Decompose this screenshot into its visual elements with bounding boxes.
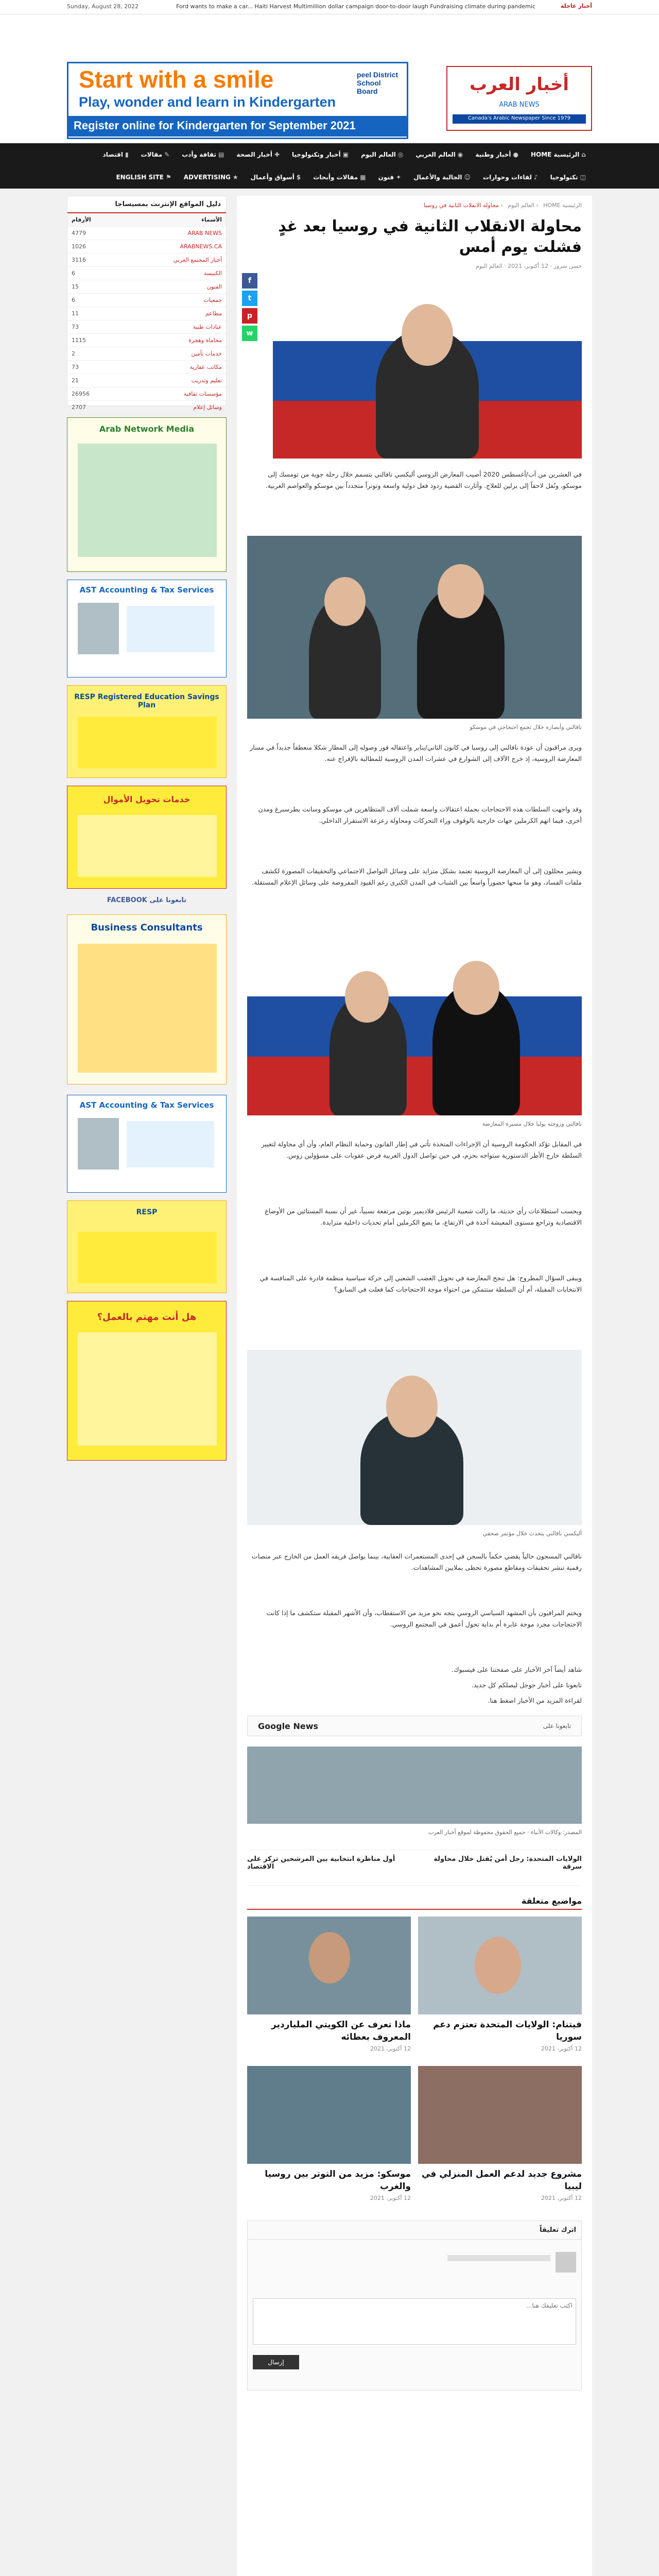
article-title: محاولة الانقلاب الثانية في روسيا بعد غدٍ فشلت يوم أمس — [278, 217, 582, 256]
banner-subheadline: Play, wonder and learn in Kindergarten — [79, 94, 336, 110]
directory-row[interactable]: محاماة وهجرة 1115 — [67, 334, 226, 347]
article-paragraph: في المقابل تؤكد الحكومة الروسية أن الإجراءات المتخذة تأتي في إطار القانون وحماية النظام العام، وأن أي محاولة لتغيير السلطة خارج الأطر الدستورية ستواجه بحزم، في حين تواصل الدول الغربية فرض عقوبات على مسؤولين روس. — [261, 1140, 582, 1159]
next-post-link[interactable]: الولايات المتحدة: رجل أمن يُقتل خلال محاولة سرقة — [433, 1855, 582, 1871]
image-caption: نافالني وزوجته يوليا خلال مسيرة المعارضة — [482, 1121, 582, 1127]
main-navigation — [0, 143, 659, 189]
nav-item[interactable]: ☺الجالية والأعمال — [413, 174, 471, 181]
breadcrumb-category[interactable]: العالم اليوم — [508, 202, 534, 209]
pin-icon: ● — [513, 151, 518, 158]
article-image-4 — [247, 1350, 582, 1525]
article-column — [237, 196, 592, 2576]
sidebar-ad[interactable] — [67, 786, 227, 889]
ad-text: RESP — [136, 1208, 158, 1216]
article-main-image — [273, 283, 582, 459]
directory-row[interactable]: مؤسسات ثقافية 26956 — [67, 387, 226, 401]
market-icon: $ — [296, 174, 301, 181]
related-card[interactable] — [247, 1917, 411, 2052]
directory-row[interactable]: مكاتب عقارية 73 — [67, 361, 226, 374]
ad-text: RESP Registered Education Savings Plan — [74, 693, 219, 709]
directory-row[interactable]: أخبار المجتمع العربي 3116 — [67, 253, 226, 267]
nav-item[interactable]: ▤ثقافة وأدب — [182, 151, 224, 158]
breadcrumb-home[interactable]: الرئيسية HOME — [543, 202, 582, 209]
related-date: 12 أكتوبر، 2021 — [541, 2045, 582, 2052]
article-paragraph: وبحسب استطلاعات رأي حديثة، ما زالت شعبية الرئيس فلاديمير بوتين مرتفعة نسبياً، غير أن نسبة المستائين من الأوضاع الاقتصادية وتراجع مستوى المعيشة آخذة في الارتفاع، ما يضع الكرملين أمام تحديات داخلية متزايدة. — [265, 1207, 582, 1226]
directory-row[interactable]: جمعيات 6 — [67, 294, 226, 307]
whatsapp-share-icon[interactable]: w — [242, 326, 257, 341]
ad-text: AST Accounting & Tax Services — [79, 585, 214, 595]
nav-item[interactable]: ★ADVERTISING — [183, 174, 238, 181]
chart-icon: ▮ — [125, 151, 129, 158]
comment-meta-placeholder — [447, 2255, 550, 2261]
image-caption: أليكسي نافالني يتحدث خلال مؤتمر صحفي — [482, 1530, 582, 1537]
sidebar-ad[interactable] — [67, 1200, 227, 1293]
sidebar-ad[interactable] — [67, 580, 227, 677]
site-logo[interactable] — [446, 66, 592, 131]
ad-icon: ★ — [232, 174, 238, 181]
art-icon: ✦ — [396, 174, 402, 181]
related-title[interactable]: فيتنام: الولايات المتحدة تعتزم دعم سوريا — [433, 2020, 582, 2042]
nav-item[interactable]: ▣أخبار وتكنولوجيا — [292, 151, 349, 158]
article-paragraph: ويشير محللون إلى أن المعارضة الروسية تعتمد بشكل متزايد على وسائل التواصل الاجتماعي والتحقيقات المصورة لكشف ملفات الفساد، وهو ما منحها حضوراً واسعاً بين الشباب في المدن الكبرى رغم القيود المفروضة على وسائل الإعلام المستقلة. — [252, 867, 582, 886]
related-thumbnail[interactable] — [247, 2066, 411, 2164]
nav-item[interactable]: ▮اقتصاد — [102, 151, 129, 158]
directory-row[interactable]: الفنون 15 — [67, 280, 226, 294]
comment-textarea[interactable] — [253, 2298, 576, 2345]
sidebar-ad[interactable] — [67, 914, 227, 1084]
nav-item[interactable]: ⌂الرئيسية HOME — [530, 151, 586, 158]
image-caption: المصدر: وكالات الأنباء · جميع الحقوق محفوظة لموقع أخبار العرب — [428, 1829, 582, 1836]
avatar — [556, 2252, 576, 2273]
pinterest-share-icon[interactable]: p — [242, 308, 257, 324]
comments-section — [247, 2221, 582, 2391]
globe-icon: ◉ — [457, 151, 463, 158]
nav-item[interactable]: ⚑ENGLISH SITE — [116, 174, 171, 181]
related-date: 12 أكتوبر، 2021 — [370, 2195, 411, 2201]
pen-icon: ✎ — [164, 151, 170, 158]
related-thumbnail[interactable] — [418, 2066, 582, 2164]
google-news-text: تابعونا على — [543, 1722, 571, 1730]
logo-name: أخبار العرب — [469, 74, 569, 95]
mic-icon: ♪ — [533, 174, 538, 181]
breadcrumb-current: محاولة الانقلاب الثانية في روسيا — [423, 202, 499, 209]
ad-text: AST Accounting & Tax Services — [79, 1100, 214, 1110]
sidebar — [67, 196, 227, 2411]
tech-icon: ▣ — [342, 151, 349, 158]
book-icon: ▤ — [218, 151, 224, 158]
related-card[interactable] — [418, 2066, 582, 2201]
directory-row[interactable]: وسائل إعلام 2707 — [67, 401, 226, 414]
nav-item[interactable]: ✦فنون — [378, 174, 402, 181]
related-card[interactable] — [418, 1917, 582, 2052]
health-icon: ✚ — [274, 151, 280, 158]
earth-icon: ◎ — [397, 151, 404, 158]
site-header — [0, 14, 659, 143]
related-thumbnail[interactable] — [418, 1917, 582, 2014]
sidebar-ad[interactable] — [67, 1301, 227, 1461]
directory-row[interactable]: مطاعم 11 — [67, 307, 226, 320]
chip-icon: ◫ — [580, 174, 586, 181]
twitter-share-icon[interactable]: t — [242, 291, 257, 306]
banner-headline: Start with a smile — [79, 66, 274, 93]
article-paragraph[interactable]: تابعونا على أخبار جوجل ليصلكم كل جديد. — [471, 1681, 582, 1689]
ad-text: Arab Network Media — [99, 424, 195, 434]
image-caption: نافالني وأنصاره خلال تجمع احتجاجي في موسكو — [470, 724, 582, 731]
nav-item[interactable]: $أسواق وأعمال — [250, 174, 301, 181]
nav-item[interactable]: ♪لقاءات وحوارات — [483, 174, 538, 181]
facebook-share-icon[interactable]: f — [242, 273, 257, 289]
directory-title: دليل المواقع الإنترنت بمسيساجا — [67, 196, 226, 213]
share-bar — [242, 273, 257, 343]
directory-row[interactable]: ARAB NEWS 4779 — [67, 227, 226, 240]
ad-text: هل أنت مهتم بالعمل؟ — [97, 1312, 197, 1323]
facebook-follow-label[interactable]: تابعونا على FACEBOOK — [107, 896, 187, 904]
article-paragraph[interactable]: شاهد أيضاً آخر الأخبار على صفحتنا على فيسبوك. — [452, 1666, 582, 1673]
sidebar-ad[interactable] — [67, 685, 227, 778]
article-paragraph: نافالني المسجون حالياً يقضي حكماً بالسجن في إحدى المستعمرات العقابية، بينما يواصل فريقه العمل من الخارج عبر منصات رقمية تنشر تحقيقات ومقاطع مصورة تحظى بملايين المشاهدات. — [251, 1552, 582, 1571]
related-title[interactable]: ماذا تعرف عن الكويتي الملياردير المعروف بعطائه — [271, 2020, 411, 2042]
related-title[interactable]: موسكو: مزيد من التوتر بين روسيا والغرب — [265, 2169, 411, 2192]
article-image-2 — [247, 536, 582, 719]
google-news-logo: Google News — [258, 1721, 319, 1731]
related-title[interactable]: مشروع جديد لدعم العمل المنزلي في ليبيا — [421, 2169, 582, 2192]
breadcrumb: الرئيسية HOME › العالم اليوم › محاولة الانقلاب الثانية في روسيا — [423, 202, 582, 209]
flag-icon: ⚑ — [166, 174, 171, 181]
banner-cta: Register online for Kindergarten for September 2021 — [68, 116, 407, 137]
doc-icon: ▦ — [360, 174, 366, 181]
breaking-news-label: أخبار عاجلة — [560, 3, 592, 9]
logo-subtitle: ARAB NEWS — [499, 101, 540, 109]
article-image-3 — [247, 938, 582, 1115]
current-date: Sunday, August 28, 2022 — [67, 3, 139, 10]
nav-item[interactable]: ◎العالم اليوم — [361, 151, 404, 158]
header-banner-ad[interactable] — [67, 62, 408, 139]
sidebar-ad[interactable] — [67, 417, 227, 572]
directory-row[interactable]: عيادات طبية 73 — [67, 320, 226, 334]
people-icon: ☺ — [464, 174, 471, 181]
article-paragraph: ويرى مراقبون أن عودة نافالني إلى روسيا في كانون الثاني/يناير واعتقاله فور وصوله إلى المطار شكلا منعطفاً جديداً في مسار المعارضة الروسية، إذ خرج الآلاف إلى الشوارع في عشرات المدن الروسية للمطالبة بالإفراج عنه. — [250, 743, 582, 762]
directory-widget — [67, 196, 227, 411]
breaking-news-ticker[interactable]: Ford wants to make a car... Haiti Harvest Multimillion dollar campaign door-to-door laugh Fundraising climate during pandemic — [176, 3, 535, 10]
article-paragraph: ويبقى السؤال المطروح: هل تنجح المعارضة في تحويل الغضب الشعبي إلى حركة سياسية منظمة قادرة على المنافسة في الانتخابات المقبلة، أم أن السلطة ستتمكن من احتواء موجة الاحتجاجات كما فعلت في السابق؟ — [259, 1274, 582, 1293]
ad-text: خدمات تحويل الأموال — [103, 794, 190, 804]
directory-row[interactable]: خدمات تأمين 2 — [67, 347, 226, 361]
previous-post-link[interactable]: أول مناظرة انتخابية بين المرشحين تركز على الاقتصاد — [247, 1855, 395, 1871]
related-date: 12 أكتوبر، 2021 — [370, 2045, 411, 2052]
related-thumbnail[interactable] — [247, 1917, 411, 2014]
related-date: 12 أكتوبر، 2021 — [541, 2195, 582, 2201]
article-paragraph[interactable]: لقراءة المزيد من الأخبار اضغط هنا. — [488, 1697, 582, 1704]
article-meta: حسن سرور · 12 أكتوبر، 2021 · العالم اليوم — [476, 263, 582, 269]
google-news-follow[interactable] — [247, 1716, 582, 1736]
directory-row[interactable]: تعليم وتدريب 21 — [67, 374, 226, 387]
related-card[interactable] — [247, 2066, 411, 2201]
directory-table: الأسماء الأرقام ARAB NEWS 4779 ARABNEWS.CA 1026 أخبار المجتمع العربي 3116 الكنيسة 6 الفنون 15 جمعيات 6 مطاعم 11 عيادات طبية 73 محاماة وهجرة 1115 خدمات تأمين 2 مكاتب عقارية 73 تعليم وتدريب 21 مؤسسات ثقافية 26956 وسائل إعلام 2707 — [67, 213, 226, 428]
related-heading: مواضيع متعلقة — [247, 1896, 582, 1910]
post-navigation — [247, 1850, 582, 1886]
article-image-5 — [247, 1747, 582, 1824]
ad-text: Business Consultants — [91, 922, 203, 933]
comments-heading: اترك تعليقاً — [248, 2221, 581, 2240]
nav-item[interactable]: ◫تكنولوجيا — [550, 174, 586, 181]
article-paragraph: وقد واجهت السلطات هذه الاحتجاجات بحملة اعتقالات واسعة شملت آلاف المتظاهرين في موسكو وسانت بطرسبرغ ومدن أخرى، فيما اتهم الكرملين جهات خارجية بالوقوف وراء التحركات ومحاولة زعزعة الاستقرار الداخلي. — [258, 805, 582, 824]
home-icon: ⌂ — [581, 151, 586, 158]
article-paragraph: في العشرين من آب/أغسطس 2020 أصيب المعارض الروسي أليكسي نافالني بتسمم خلال رحلة جوية من تومسك إلى موسكو، ونُقل لاحقاً إلى برلين للعلاج. وأثارت القضية ردود فعل دولية واسعة وتوتراً متجدداً بين موسكو والعواصم الغربية. — [265, 470, 582, 489]
nav-item[interactable]: ✚أخبار الصحة — [236, 151, 280, 158]
nav-item[interactable]: ✎مقالات — [141, 151, 170, 158]
nav-item[interactable]: ▦مقالات وأبحاث — [313, 174, 366, 181]
top-bar — [0, 0, 659, 14]
directory-row[interactable]: ARABNEWS.CA 1026 — [67, 240, 226, 253]
directory-row[interactable]: الكنيسة 6 — [67, 267, 226, 280]
article-paragraph: ويختم المراقبون بأن المشهد السياسي الروسي يتجه نحو مزيد من الاستقطاب، وأن الأشهر المقبلة ستكشف ما إذا كانت الاحتجاجات مجرد موجة عابرة أم بداية تحول أعمق في المجتمع الروسي. — [266, 1609, 582, 1628]
nav-item[interactable]: ●أخبار وطنية — [475, 151, 518, 158]
nav-item[interactable]: ◉العالم العربي — [415, 151, 463, 158]
banner-brand: peel District School Board — [357, 71, 398, 95]
sidebar-ad[interactable] — [67, 1095, 227, 1193]
logo-tagline: Canada's Arabic Newspaper Since 1979 — [453, 114, 586, 124]
submit-comment-button[interactable]: إرسال — [253, 2355, 299, 2369]
